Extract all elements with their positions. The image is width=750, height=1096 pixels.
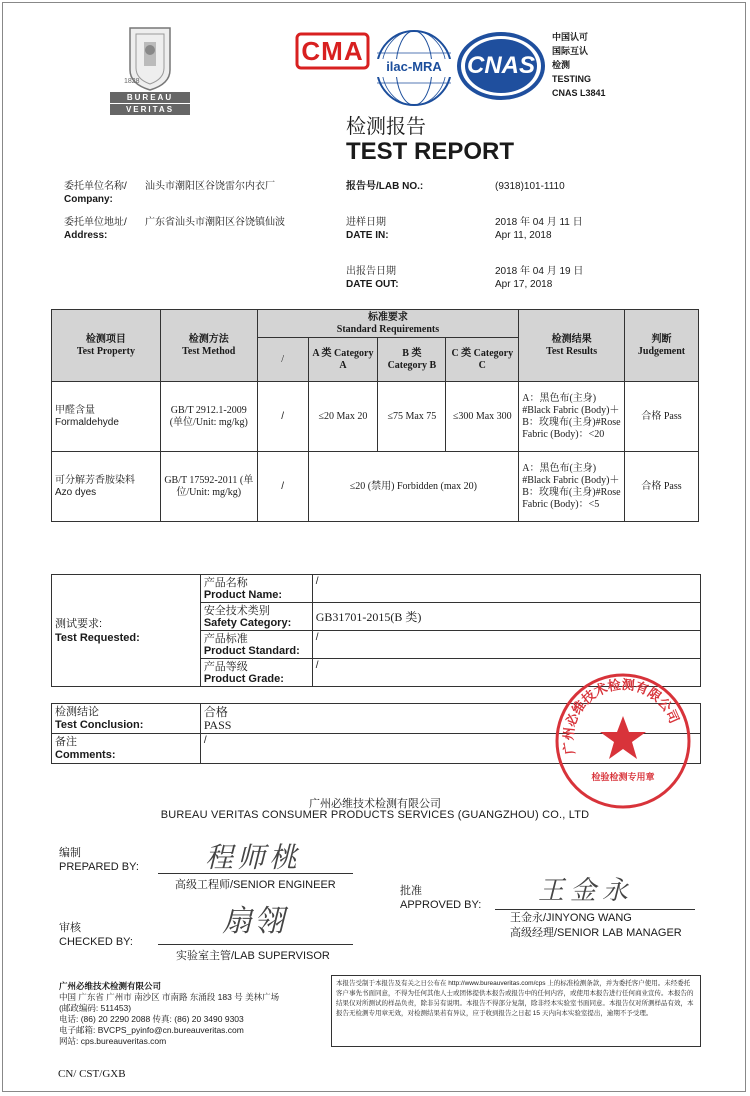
cell-result: A：黑色布(主身) #Black Fabric (Body)＋B：玫瑰布(主身)#Rose Fabric (Body)：<5: [519, 452, 625, 522]
cert-line: 中国认可: [552, 32, 589, 42]
product-standard-value: /: [312, 631, 700, 659]
cert-line: CNAS L3841: [552, 88, 606, 98]
stamp-seal-icon: [548, 666, 698, 816]
table-row: [52, 382, 699, 452]
contact-web: 网站: cps.bureauveritas.com: [59, 1036, 167, 1046]
prepared-label: 编制 PREPARED BY:: [59, 847, 139, 873]
title-cn: 检测报告: [346, 116, 426, 138]
header-test-property: 检测项目 Test Property: [52, 310, 161, 382]
company-label: 委托单位名称/ Company:: [64, 181, 127, 205]
conclusion-label: 检测结论 Test Conclusion:: [52, 704, 201, 734]
header-test-method: 检测方法 Test Method: [160, 310, 257, 382]
cma-logo: [295, 30, 370, 74]
contact-address: 中国 广东省 广州市 南沙区 市南路 东涌段 183 号 美林广场: [59, 992, 280, 1002]
contact-postcode: (邮政编码: 511453): [59, 1003, 132, 1013]
date-in-label: 进样日期 DATE IN:: [346, 217, 389, 241]
cnas-logo: [455, 30, 547, 102]
title-en: TEST REPORT: [346, 138, 515, 165]
cnas-text: CNAS: [466, 52, 535, 79]
ilac-text: ilac-MRA: [386, 59, 442, 74]
comments-label: 备注 Comments:: [52, 734, 201, 764]
lab-no-value: (9318)101-1110: [495, 181, 565, 192]
stamp-ring-text: 广州必维技术检测有限公司: [561, 677, 682, 756]
safety-category-value: GB31701-2015(B 类): [312, 603, 700, 631]
approved-name-title: 王金永/JINYONG WANG 高级经理/SENIOR LAB MANAGER: [510, 912, 682, 939]
bv-shield-icon: [110, 22, 190, 94]
header-category-a: A 类 Category A: [308, 338, 378, 382]
cert-line: 国际互认: [552, 46, 589, 56]
bureau-veritas-logo: [110, 22, 190, 117]
comments-value: /: [200, 734, 700, 764]
header-slash: /: [257, 338, 308, 382]
contact-email: 电子邮箱: BVCPS_pyinfo@cn.bureauveritas.com: [59, 1025, 244, 1035]
cert-line: TESTING: [552, 74, 592, 84]
cell-property: 甲醛含量 Formaldehyde: [52, 382, 161, 452]
form-code: CN/ CST/GXB: [58, 1068, 126, 1080]
company-name-cn: 广州必维技术检测有限公司: [309, 798, 441, 810]
cert-text-block: [552, 30, 632, 100]
product-grade-label: 产品等级 Product Grade:: [200, 659, 312, 687]
date-out-label: 出报告日期 DATE OUT:: [346, 266, 399, 290]
prepared-title: 高级工程师/SENIOR ENGINEER: [175, 879, 336, 891]
product-grade-value: /: [312, 659, 700, 687]
product-standard-label: 产品标准 Product Standard:: [200, 631, 312, 659]
contact-phone: 电话: (86) 20 2290 2088 传真: (86) 20 3490 9303: [59, 1014, 244, 1024]
header-judgement: 判断 Judgement: [625, 310, 699, 382]
company-stamp: [548, 666, 698, 816]
cell-category-a: ≤20 Max 20: [308, 382, 378, 452]
cell-method: GB/T 2912.1-2009 (单位/Unit: mg/kg): [160, 382, 257, 452]
cell-category-b: ≤75 Max 75: [378, 382, 446, 452]
header-test-results: 检测结果 Test Results: [519, 310, 625, 382]
cell-category-c: ≤300 Max 300: [446, 382, 519, 452]
approved-line: [495, 909, 695, 910]
disclaimer-box: [331, 975, 701, 1047]
disclaimer-text: 本报告受制于本报告及有关之日公布在 http://www.bureauveritas.com/cps 上的标准检测条款，并为委托客户使用。未经委托客户事先书面同意，不得为任何其他人士或团体提供本报告或报告中的任何内容，或使用本报告进行任何商业宣传。本报告的结果仅对所测试的样品负责，除非另有说明。本报告不得部分复制，除非经本实验室书面同意。本报告仅对所测样品有效，本报告无检测专用章无效，对检测结果若有异议，应于收到报告之日起 15 天内向本实验室提出，逾期不予受理。: [336, 980, 694, 1017]
approved-signature: 王金永: [538, 876, 635, 906]
lab-no-label: 报告号/LAB NO.:: [346, 181, 424, 192]
header-category-b: B 类 Category B: [378, 338, 446, 382]
header-category-c: C 类 Category C: [446, 338, 519, 382]
results-table: [51, 309, 699, 522]
product-name-value: /: [312, 575, 700, 603]
approved-label: 批准 APPROVED BY:: [400, 885, 482, 911]
prepared-signature: 程师桃: [205, 841, 302, 874]
header-standard: 标准要求 Standard Requirements: [257, 310, 519, 338]
conclusion-value: 合格 PASS: [200, 704, 700, 734]
cell-judgement: 合格 Pass: [625, 382, 699, 452]
cell-judgement: 合格 Pass: [625, 452, 699, 522]
product-name-label: 产品名称 Product Name:: [200, 575, 312, 603]
ilac-logo: [374, 28, 454, 108]
cell-method: GB/T 17592-2011 (单位/Unit: mg/kg): [160, 452, 257, 522]
address-label: 委托单位地址/ Address:: [64, 217, 127, 241]
cell-property: 可分解芳香胺染料 Azo dyes: [52, 452, 161, 522]
prepared-line: [158, 873, 353, 874]
company-name-en: BUREAU VERITAS CONSUMER PRODUCTS SERVICES (GUANGZHOU) CO., LTD: [160, 809, 590, 821]
bv-bottom-text: VERITAS: [110, 104, 190, 115]
date-in-value: 2018 年 04 月 11 日 Apr 11, 2018: [495, 217, 583, 241]
bv-top-text: BUREAU: [110, 92, 190, 103]
date-out-value: 2018 年 04 月 19 日 Apr 17, 2018: [495, 266, 584, 290]
checked-line: [158, 944, 353, 945]
bv-year: 1828: [124, 78, 140, 85]
cell-slash: /: [257, 452, 308, 522]
address-value: 广东省汕头市潮阳区谷饶镇仙波: [145, 217, 285, 228]
cma-text: CMA: [301, 36, 364, 66]
stamp-bottom-text: 检验检测专用章: [591, 772, 655, 782]
company-value: 汕头市潮阳区谷饶雷尔内衣厂: [145, 181, 275, 192]
contact-block: [59, 981, 324, 1047]
safety-category-label: 安全技术类别 Safety Category:: [200, 603, 312, 631]
test-requested-label: 测试要求: Test Requested:: [52, 575, 201, 687]
table-row: [52, 452, 699, 522]
cell-result: A：黑色布(主身) #Black Fabric (Body)＋B：玫瑰布(主身)#Rose Fabric (Body)：<20: [519, 382, 625, 452]
checked-signature: 扇翎: [222, 904, 286, 939]
cert-line: 检测: [552, 60, 571, 70]
cell-category-abc: ≤20 (禁用) Forbidden (max 20): [308, 452, 519, 522]
contact-company: 广州必维技术检测有限公司: [59, 981, 162, 991]
cell-slash: /: [257, 382, 308, 452]
checked-label: 审核 CHECKED BY:: [59, 922, 133, 948]
checked-title: 实验室主管/LAB SUPERVISOR: [176, 950, 330, 962]
